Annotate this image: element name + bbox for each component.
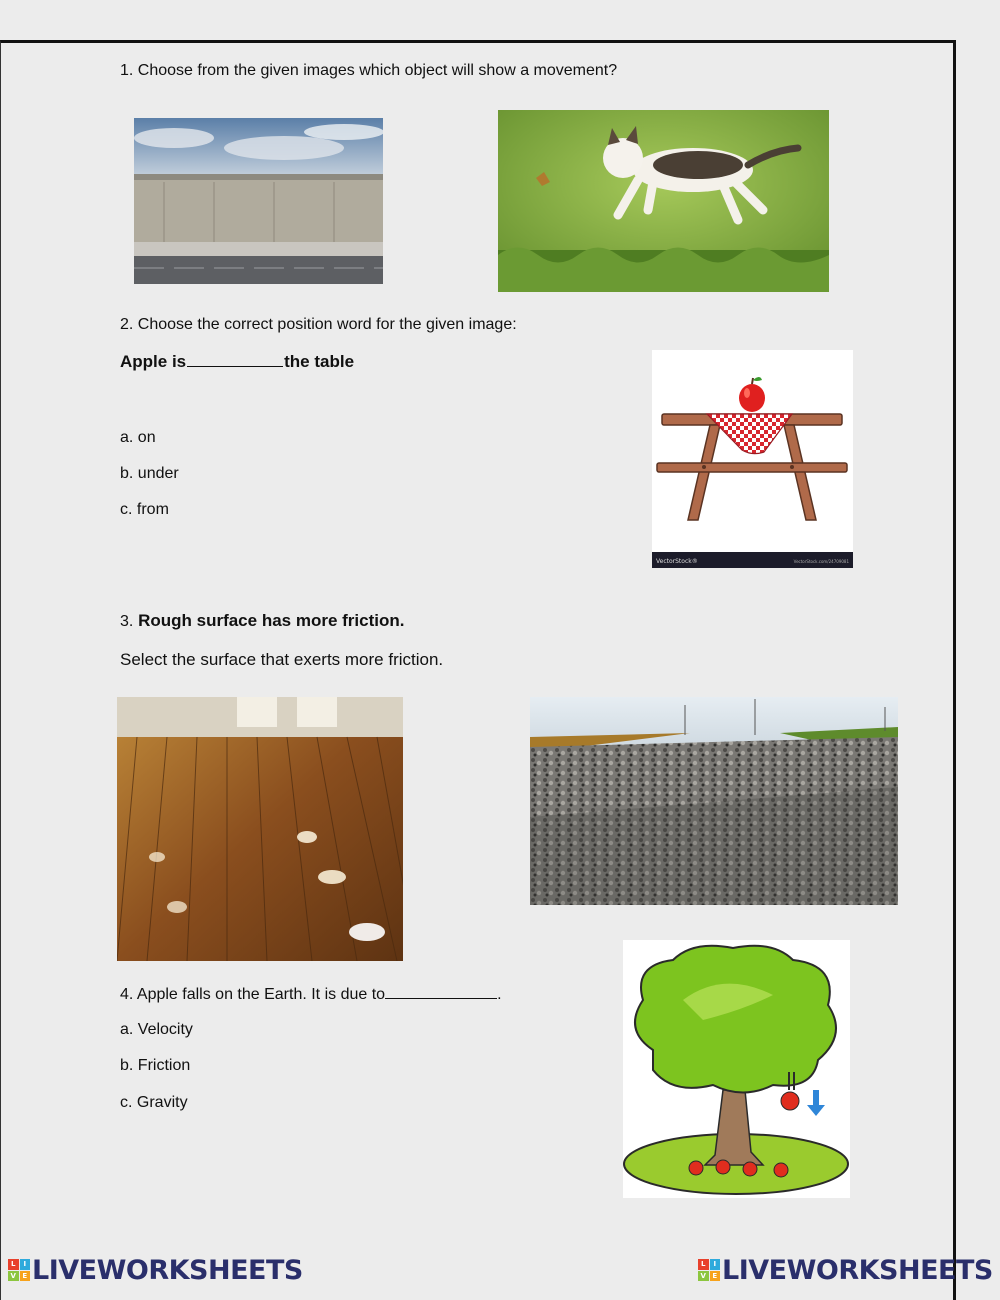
footer-logo-left[interactable] [8,1255,303,1285]
q4-prompt [120,984,502,1005]
q2-prompt: 2. Choose the correct position word for the given image: [120,316,517,333]
footer-logo-right[interactable] [698,1255,993,1285]
liveworksheets-logo-icon: L I V E [8,1259,30,1281]
q2-sentence-end: the table [284,352,355,371]
liveworksheets-logo-icon: L I V E [698,1259,720,1281]
q4-option-b[interactable]: b. Friction [120,1057,191,1074]
wood-floor-image[interactable] [117,697,403,961]
q1-prompt: 1. Choose from the given images which object will show a movement? [120,62,618,79]
q2-sentence-start: Apple is [120,352,187,371]
footer-logo-text: LIVEWORKSHEETS [32,1254,303,1286]
gravel-road-image[interactable] [530,697,898,905]
watermark-left: VectorStock® [656,558,698,565]
q4-prompt-end: . [497,986,502,1003]
q2-option-b[interactable]: b. under [120,465,179,482]
q2-option-a[interactable]: a. on [120,429,156,446]
q4-answer-blank[interactable] [385,984,497,999]
q2-sentence [120,352,354,372]
q4-option-c[interactable]: c. Gravity [120,1094,188,1111]
q2-answer-blank[interactable] [187,352,283,367]
q3-heading [120,611,404,632]
wall-image[interactable] [134,118,383,284]
footer-logo-text: LIVEWORKSHEETS [722,1254,993,1286]
apple-tree-image [623,940,850,1198]
watermark-right: VectorStock.com/24709081 [793,559,849,564]
q2-option-c[interactable]: c. from [120,501,169,518]
q3-prompt: Select the surface that exerts more friction. [120,650,444,669]
q3-heading-num: 3. [120,613,134,630]
q3-heading-text: Rough surface has more friction. [138,611,405,630]
q4-option-a[interactable]: a. Velocity [120,1021,193,1038]
apple-table-image [652,350,853,568]
kitten-image[interactable] [498,110,829,292]
q4-prompt-start: 4. Apple falls on the Earth. It is due to [120,986,386,1003]
